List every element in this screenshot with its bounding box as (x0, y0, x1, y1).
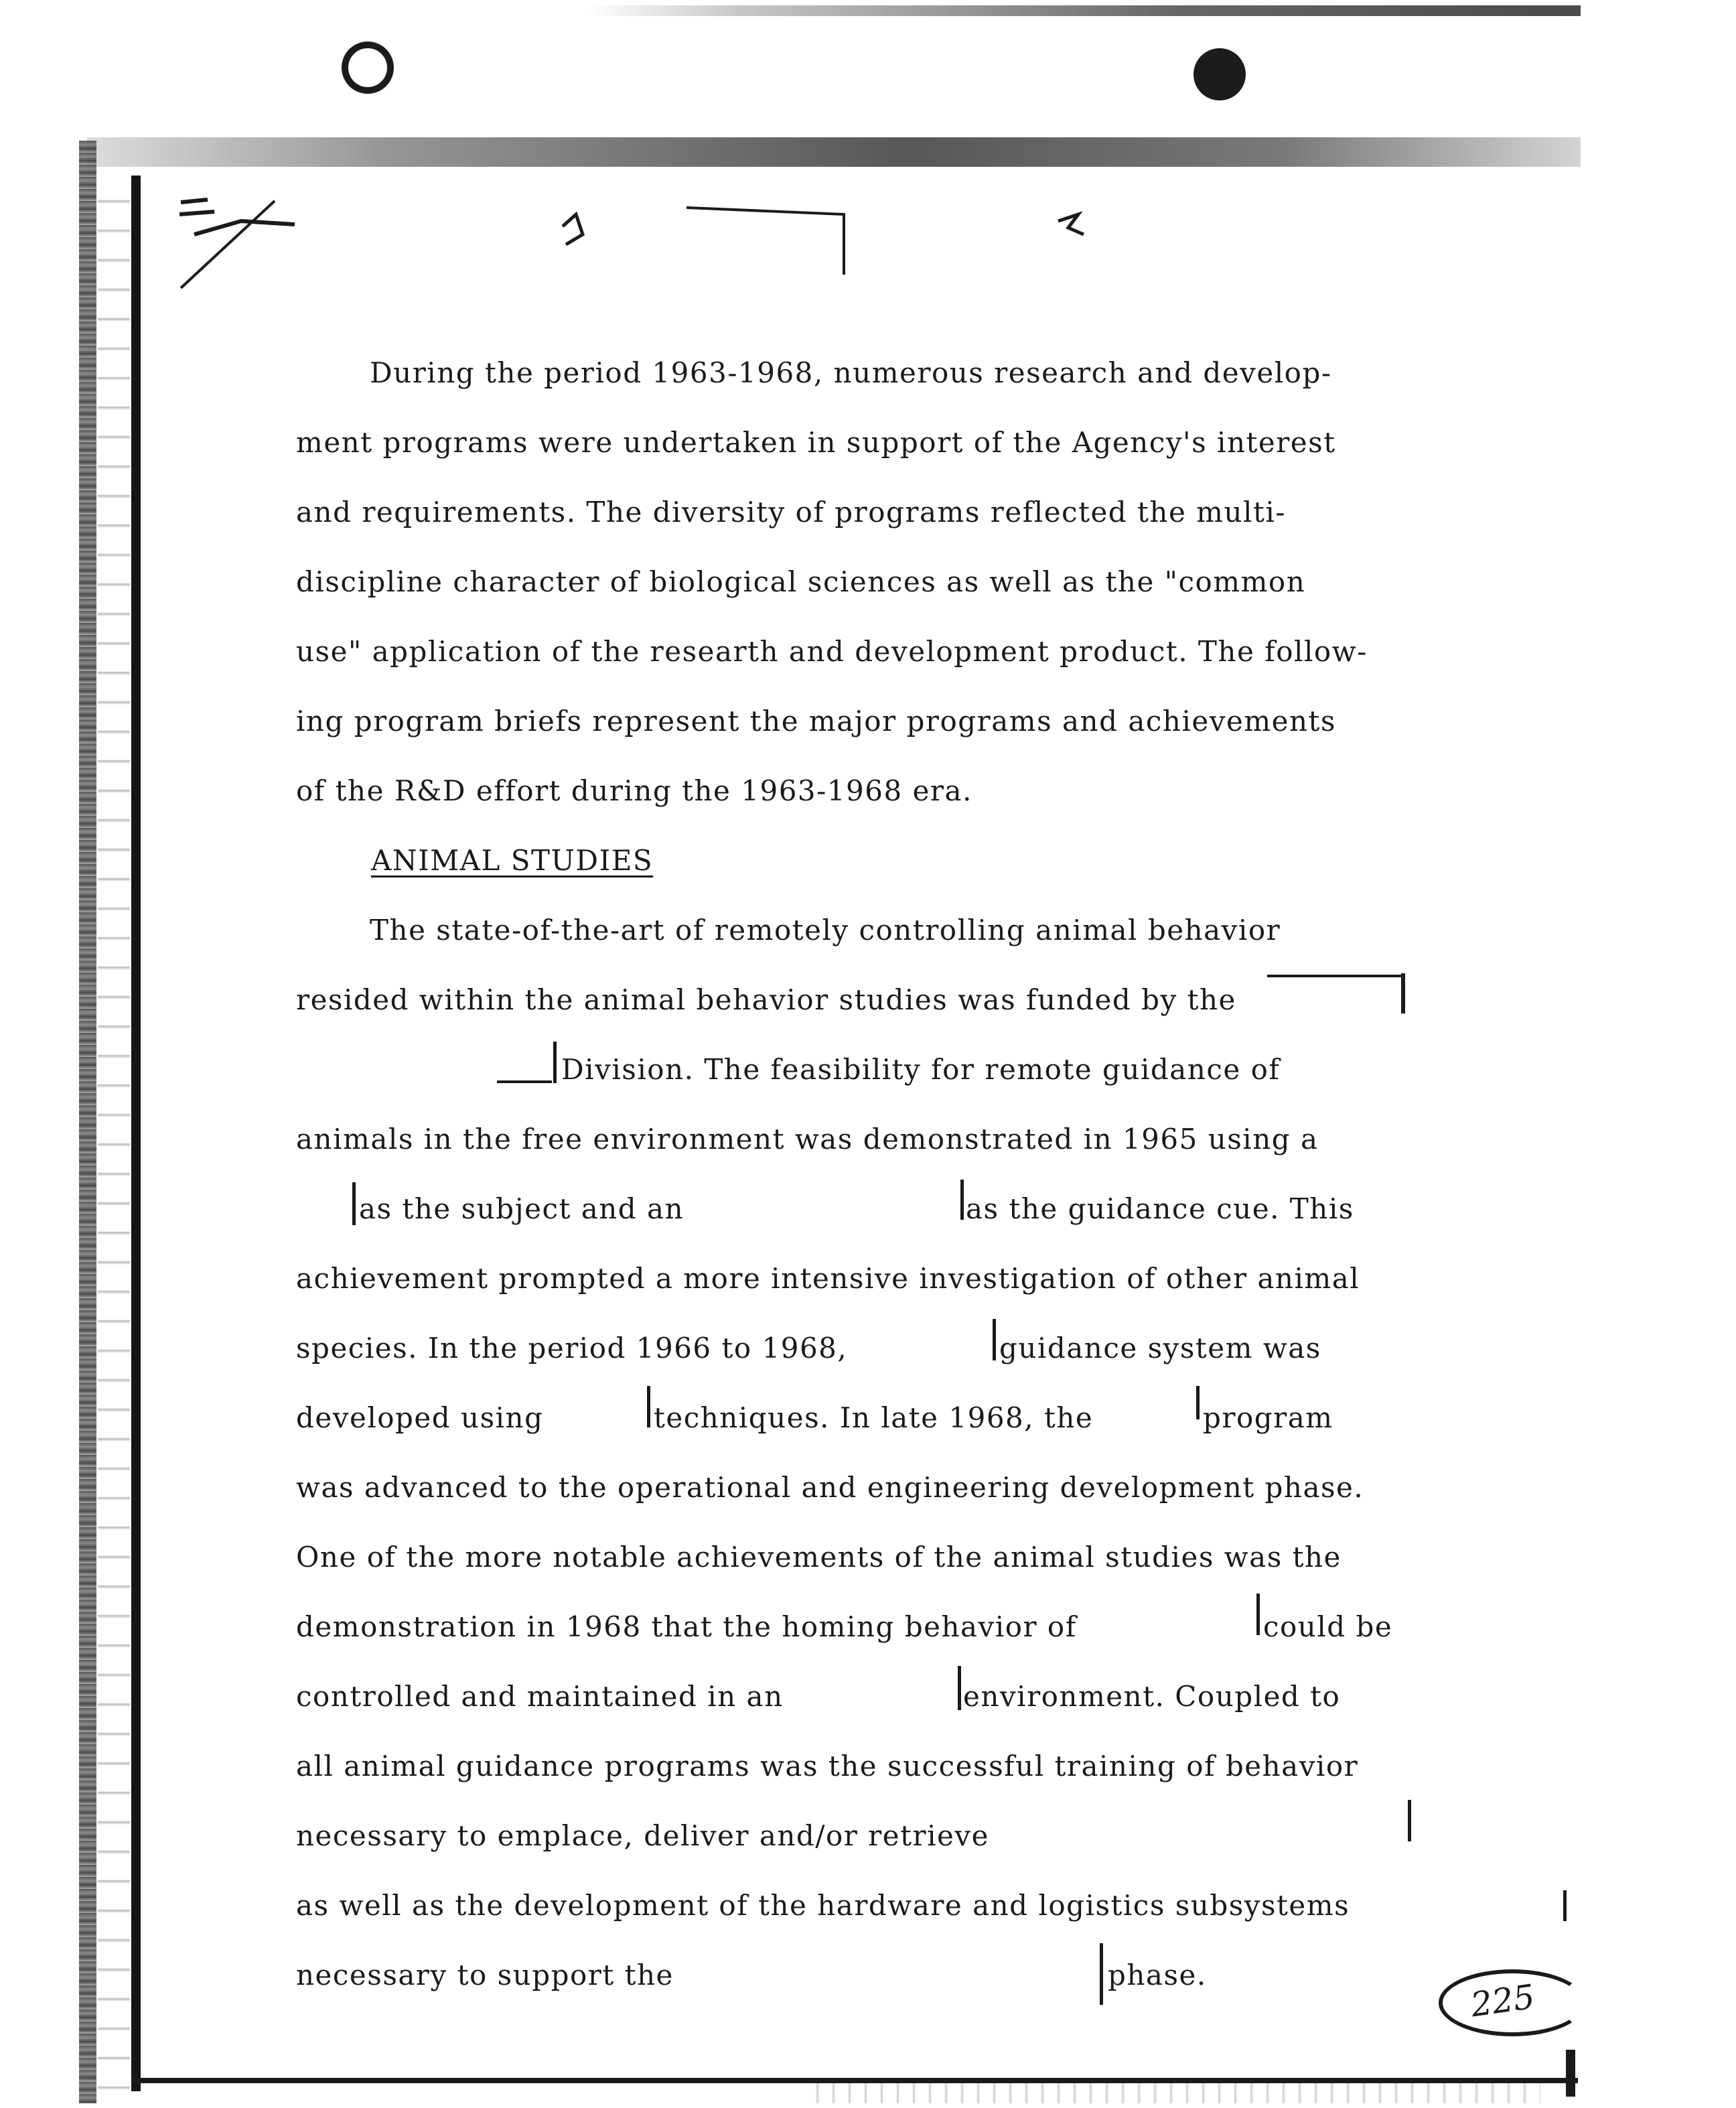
paragraph-text: as the guidance cue. This (966, 1192, 1354, 1225)
scanner-streak (589, 5, 1581, 16)
edge-speckle (98, 174, 130, 2097)
paragraph-line (296, 1314, 1428, 1383)
paragraph-line: was advanced to the operational and engineering development phase. (296, 1471, 1364, 1504)
paragraph-line: achievement prompted a more intensive investigation of other animal (296, 1262, 1360, 1295)
frame-bottom-border (131, 2078, 1578, 2083)
paragraph-line (296, 1174, 1428, 1244)
paragraph-line (296, 1662, 1428, 1732)
paragraph-text: necessary to support the (296, 1959, 674, 1991)
paragraph-line: ment programs were undertaken in support of the Agency's interest (296, 426, 1336, 459)
paragraph-line: all animal guidance programs was the successful training of behavior (296, 1750, 1359, 1782)
paragraph-line: One of the more notable achievements of the animal studies was the (296, 1541, 1342, 1573)
paragraph-line: as well as the development of the hardware and logistics subsystems (296, 1889, 1350, 1922)
redaction-bracket (993, 1319, 996, 1360)
paragraph-line (296, 1035, 1428, 1105)
margin-tick (1563, 1890, 1567, 1921)
paragraph-line: use" application of the researth and development product. The follow- (296, 635, 1368, 668)
paragraph-line (296, 965, 1428, 1035)
bottom-speckle (804, 2083, 1540, 2103)
paragraph-line (296, 1801, 1428, 1871)
paragraph-text: techniques. In late 1968, the (654, 1401, 1094, 1434)
page-number: 225 (1468, 1977, 1538, 2025)
frame-left-edge (79, 141, 96, 2103)
paragraph-line: of the R&D effort during the 1963-1968 era. (296, 774, 972, 807)
paragraph-text: could be (1263, 1610, 1393, 1643)
redaction-bracket (1196, 1386, 1200, 1419)
punch-hole-left (342, 42, 394, 94)
paragraph-line: The state-of-the-art of remotely controlling animal behavior (370, 914, 1281, 946)
paragraph-text: environment. Coupled to (963, 1680, 1341, 1713)
paragraph-text: developed using (296, 1401, 544, 1434)
paragraph-text: demonstration in 1968 that the homing behavior of (296, 1610, 1077, 1643)
redaction-bracket (553, 1042, 557, 1083)
frame-top-edge (87, 137, 1581, 167)
paragraph-line: During the period 1963-1968, numerous research and develop- (370, 356, 1332, 389)
redaction-bracket (352, 1182, 356, 1225)
paragraph-text: controlled and maintained in an (296, 1680, 784, 1713)
paragraph-text: as the subject and an (359, 1192, 684, 1225)
paragraph-text: Division. The feasibility for remote guidance of (561, 1053, 1281, 1086)
handwritten-marks (167, 188, 1139, 308)
redaction-bracket (1401, 973, 1405, 1013)
redaction-bracket (1408, 1800, 1411, 1841)
punch-hole-right (1194, 48, 1246, 100)
redaction-bracket (1256, 1594, 1260, 1635)
paragraph-text: species. In the period 1966 to 1968, (296, 1332, 848, 1364)
paragraph-text: resided within the animal behavior studies was funded by the (296, 983, 1236, 1016)
redaction-bracket (1267, 975, 1401, 977)
section-heading-text: ANIMAL STUDIES (371, 844, 654, 877)
paragraph-line: animals in the free environment was demonstrated in 1965 using a (296, 1123, 1319, 1155)
section-heading (296, 826, 1428, 896)
paragraph-line: and requirements. The diversity of programs reflected the multi- (296, 496, 1286, 529)
paragraph-line (296, 1592, 1428, 1662)
redaction-bracket (960, 1180, 964, 1220)
frame-left-border (131, 175, 141, 2091)
paragraph-text: phase. (1108, 1959, 1207, 1991)
paragraph-line: ing program briefs represent the major programs and achievements (296, 705, 1336, 737)
paragraph-text: guidance system was (999, 1332, 1321, 1364)
redaction-bracket (647, 1386, 650, 1427)
redaction-bracket (1100, 1943, 1103, 2005)
paragraph-line (296, 1383, 1428, 1453)
redaction-bracket (497, 1080, 552, 1083)
paragraph-line (296, 1941, 1428, 2010)
redaction-bracket (958, 1666, 961, 1710)
document-body (296, 338, 1428, 2010)
right-edge-mark (1566, 2050, 1575, 2097)
paragraph-line: discipline character of biological sciences as well as the "common (296, 565, 1306, 598)
paragraph-text: necessary to emplace, deliver and/or retrieve (296, 1819, 989, 1852)
paragraph-text: program (1203, 1401, 1333, 1434)
